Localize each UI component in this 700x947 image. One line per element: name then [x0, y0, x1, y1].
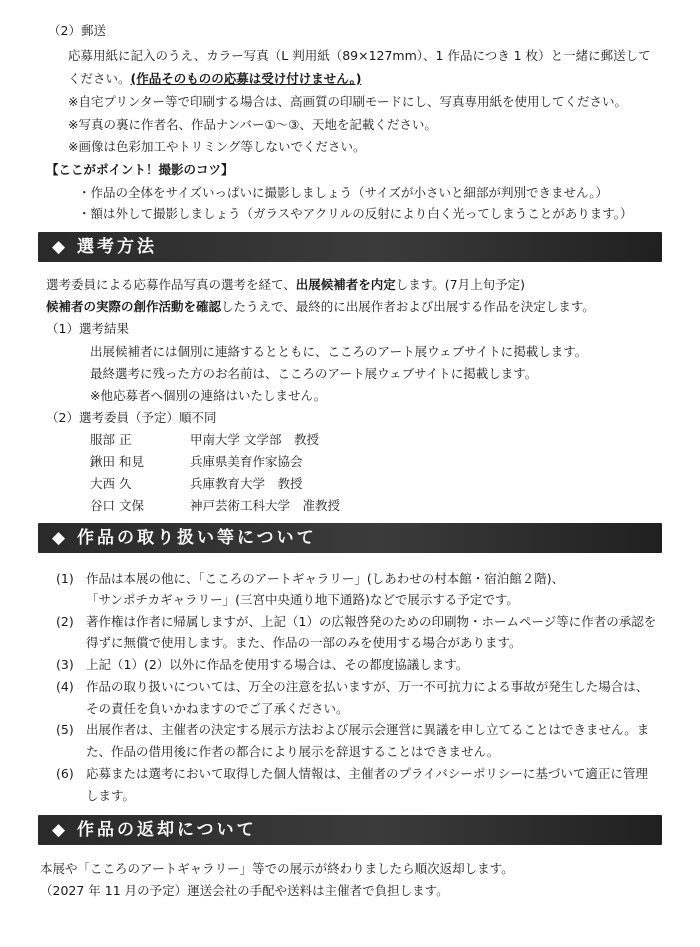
selection-p2-emphasis: 候補者の実際の創作活動を確認 [46, 299, 222, 314]
handling-item-line: 応募または選考において取得した個人情報は、主催者のプライバシーポリシーに基づいて適正に管理 [86, 766, 648, 781]
committee-member-name: 大西 久 [90, 476, 132, 491]
result-line-2: 最終選考に残った方のお名前は、こころのアート展ウェブサイトに掲載します。 [90, 366, 538, 381]
handling-item-line: 作品の取り扱いについては、万全の注意を払いますが、万一不可抗力による事故が発生した場合は、 [86, 679, 649, 694]
handling-item-line: します。 [86, 788, 136, 803]
committee-member-affiliation: 神戸芸術工科大学 准教授 [190, 498, 341, 513]
selection-p1-text-c: します。(7月上旬予定) [395, 277, 525, 292]
mail-note-2: ※写真の裏に作者名、作品ナンバー①～③、天地を記載ください。 [68, 117, 437, 132]
section-header-return [38, 815, 662, 845]
committee-member-affiliation: 甲南大学 文学部 教授 [190, 432, 319, 447]
committee-member-affiliation: 兵庫県美育作家協会 [190, 454, 303, 469]
mail-line-1: 応募用紙に記入のうえ、カラー写真（L 判用紙（89×127mm）、1 作品につき 1 枚）と一緒に郵送して [68, 48, 651, 63]
mail-note-1: ※自宅プリンター等で印刷する場合は、高画質の印刷モードにし、写真専用紙を使用してください。 [68, 94, 627, 109]
committee-member-name: 服部 正 [90, 432, 132, 447]
mail-note-3: ※画像は色彩加工やトリミング等しないでください。 [68, 139, 366, 154]
handling-item-number: (4) [56, 679, 74, 694]
handling-item-number: (1) [56, 571, 74, 586]
selection-paragraph-2 [46, 298, 595, 316]
handling-item-line: た、作品の借用後に作者の都合により展示を辞退することはできません。 [86, 744, 500, 759]
result-line-1: 出展候補者には個別に連絡するとともに、こころのアート展ウェブサイトに掲載します。 [90, 344, 588, 359]
section-title-selection: ◆ 選考方法 [52, 237, 157, 257]
mail-heading: （2）郵送 [48, 23, 106, 38]
return-line-1: 本展や「こころのアートギャラリー」等での展示が終わりましたら順次返却します。 [40, 861, 514, 876]
committee-member-name: 谷口 文保 [90, 498, 144, 513]
selection-paragraph-1 [46, 276, 525, 294]
selection-p1-text-a: 選考委員による応募作品写真の選考を経て、 [46, 277, 296, 292]
selection-p2-text: したうえで、最終的に出展作者および出展する作品を決定します。 [221, 299, 595, 314]
result-heading: （1）選考結果 [46, 321, 129, 336]
handling-item-number: (6) [56, 766, 74, 781]
section-title-return: ◆ 作品の返却について [52, 820, 257, 840]
mail-line-2 [68, 70, 361, 88]
committee-heading: （2）選考委員（予定）順不同 [46, 410, 217, 425]
handling-item-line: 出展作者は、主催者の決定する展示方法および展示会運営に異議を申し立てることはできません。ま [86, 722, 650, 737]
handling-item-line: 著作権は作者に帰属しますが、上記（1）の広報啓発のための印刷物・ホームページ等に作者の承認を [86, 614, 657, 629]
handling-item-line: 作品は本展の他に、「こころのアートギャラリー」(しあわせの村本館・宿泊館２階)、 [86, 571, 565, 586]
handling-item-line: 上記（1）(2）以外に作品を使用する場合は、その都度協議します。 [86, 657, 469, 672]
handling-item-line: 「サンポチカギャラリー」(三宮中央通り地下通路)などで展示する予定です。 [86, 592, 519, 607]
mail-line-2-text: ください。 [68, 71, 131, 86]
section-header-handling [38, 523, 662, 553]
mail-line-2-emphasis: (作品そのものの応募は受け付けません。) [130, 71, 362, 86]
tips-item-2: ・額は外して撮影しましょう（ガラスやアクリルの反射により白く光ってしまうことがあります。） [78, 206, 633, 221]
handling-item-number: (5) [56, 722, 74, 737]
handling-item-number: (3) [56, 657, 74, 672]
committee-member-name: 鍬田 和見 [90, 454, 144, 469]
committee-member-affiliation: 兵庫教育大学 教授 [190, 476, 303, 491]
section-header-selection [38, 232, 662, 262]
return-line-2: （2027 年 11 月の予定）運送会社の手配や送料は主催者で負担します。 [40, 883, 449, 898]
handling-item-line: 得ずに無償で使用します。また、作品の一部のみを使用する場合があります。 [86, 635, 522, 650]
tips-item-1: ・作品の全体をサイズいっぱいに撮影しましょう（サイズが小さいと細部が判別できません。） [78, 185, 609, 200]
handling-item-line: その責任を負いかねますのでご了承ください。 [86, 701, 349, 716]
tips-heading: 【ここがポイント！撮影のコツ】 [46, 162, 234, 177]
handling-item-number: (2) [56, 614, 74, 629]
selection-p1-emphasis: 出展候補者を内定 [295, 277, 396, 292]
result-line-3: ※他応募者へ個別の連絡はいたしません。 [90, 388, 327, 403]
section-title-handling: ◆ 作品の取り扱い等について [52, 528, 317, 548]
